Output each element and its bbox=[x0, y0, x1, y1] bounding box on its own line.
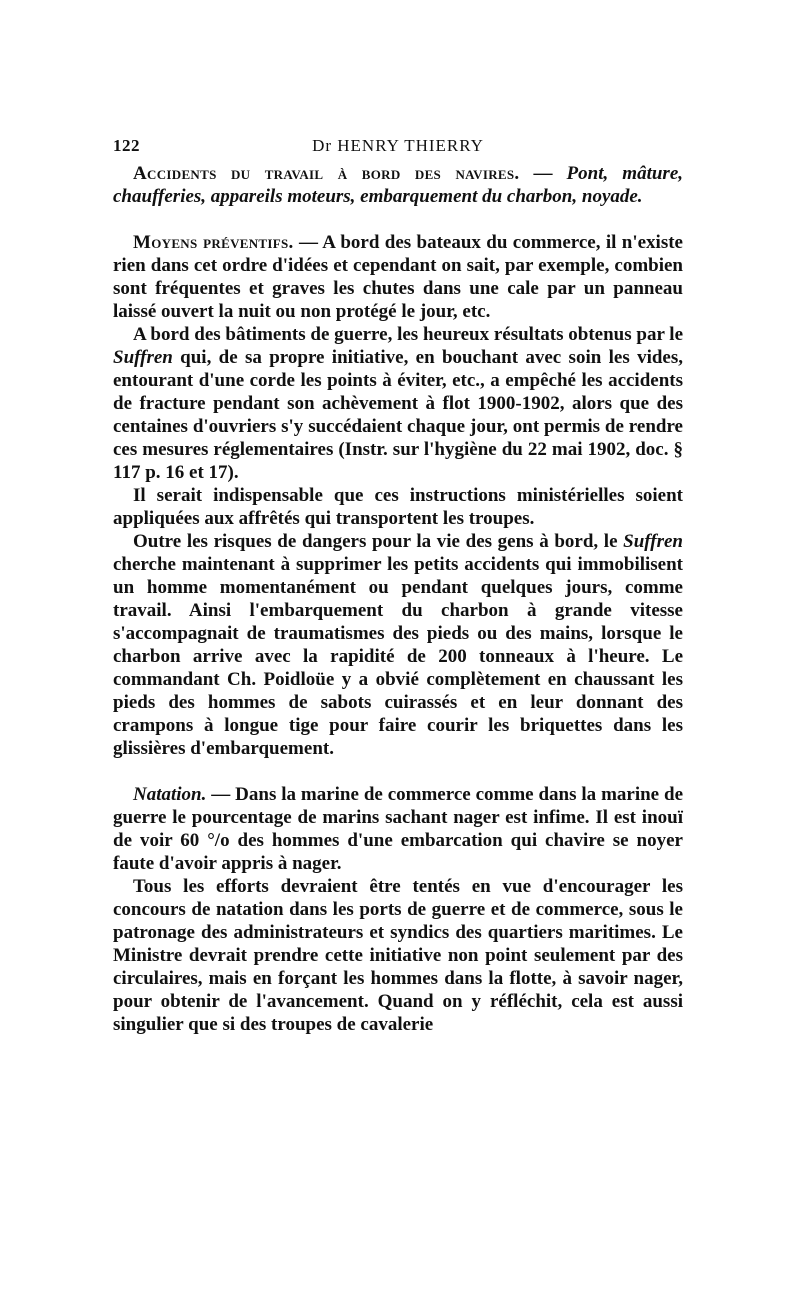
section-heading-moyens: Moyens préventifs. bbox=[133, 232, 294, 253]
moyens-text-4a: Outre les risques de dangers pour la vie des gens à bord, le bbox=[133, 531, 624, 552]
em-dash: — bbox=[206, 784, 236, 805]
paragraph-natation-1 bbox=[113, 783, 683, 875]
moyens-text-4b: cherche maintenant à supprimer les petits accidents qui immobilisent un homme momentanément ou pendant quelques jours, comme travail. Ainsi l'embarquement du charbon à grande vitesse s'accompagnait de traumatismes des pieds ou des mains, lorsque le charbon arrive avec la rapidité de 200 tonneaux à l'heure. Le commandant Ch. Poidloüe y a obvié complètement en chaussant les pieds des hommes de sabots cuirassés et en leur donnant des crampons à longue tige pour faire courir les briquettes dans les glissières d'embarquement. bbox=[113, 554, 683, 759]
ship-name-suffren: Suffren bbox=[113, 347, 173, 368]
moyens-text-2a: A bord des bâtiments de guerre, les heureux résultats obtenus par le bbox=[133, 324, 683, 345]
paragraph-moyens-2 bbox=[113, 323, 683, 484]
paragraph-accidents-heading bbox=[113, 162, 683, 208]
moyens-text-2b: qui, de sa propre initiative, en bouchant avec soin les vides, entourant d'une corde les points à éviter, etc., a empêché les accidents de fracture pendant son achèvement à flot 1900-1902, alors que des centaines d'ouvriers s'y succédaient chaque jour, ont permis de rendre ces mesures réglementaires (Instr. sur l'hygiène du 22 mai 1902, doc. § 117 p. 16 et 17). bbox=[113, 347, 683, 483]
accidents-subjects: Pont, mâture, chaufferies, appareils moteurs, embarquement du charbon, noyade. bbox=[113, 163, 684, 207]
moyens-text-1: A bord des bateaux du commerce, il n'existe rien dans cet ordre d'idées et cependant on sait, par exemple, combien sont fréquentes et graves les chutes dans une cale par un panneau laissé ouvert la nuit ou non protégé le jour, etc. bbox=[113, 232, 683, 322]
paragraph-moyens-4 bbox=[113, 530, 683, 760]
em-dash: — bbox=[519, 163, 567, 184]
paragraph-moyens-3: Il serait indispensable que ces instructions ministérielles soient appliquées aux affrêtés qui transportent les troupes. bbox=[113, 485, 683, 529]
page-number: 122 bbox=[113, 136, 140, 155]
paragraph-moyens-1 bbox=[113, 231, 683, 323]
running-head bbox=[113, 132, 683, 162]
section-heading-accidents: Accidents du travail à bord des navires. bbox=[133, 163, 520, 184]
natation-text-1: Dans la marine de commerce comme dans la marine de guerre le pourcentage de marins sachant nager est infime. Il est inouï de voir 60 °/o des hommes d'une embarcation qui chavire se noyer faute d'avoir appris à nager. bbox=[113, 784, 684, 874]
section-heading-natation: Natation. bbox=[133, 784, 207, 805]
book-page bbox=[113, 132, 683, 1036]
paragraph-natation-2: Tous les efforts devraient être tentés en vue d'encourager les concours de natation dans les ports de guerre et de commerce, sous le patronage des administrateurs et syndics des quartiers maritimes. Le Ministre devrait prendre cette initiative non point seulement par des circulaires, mais en forçant les hommes dans la flotte, à savoir nager, pour obtenir de l'avancement. Quand on y réfléchit, cela est aussi singulier que si des troupes de cavalerie bbox=[113, 876, 683, 1035]
ship-name-suffren: Suffren bbox=[623, 531, 683, 552]
em-dash: — bbox=[293, 232, 323, 253]
running-title: Dr HENRY THIERRY bbox=[312, 136, 484, 155]
